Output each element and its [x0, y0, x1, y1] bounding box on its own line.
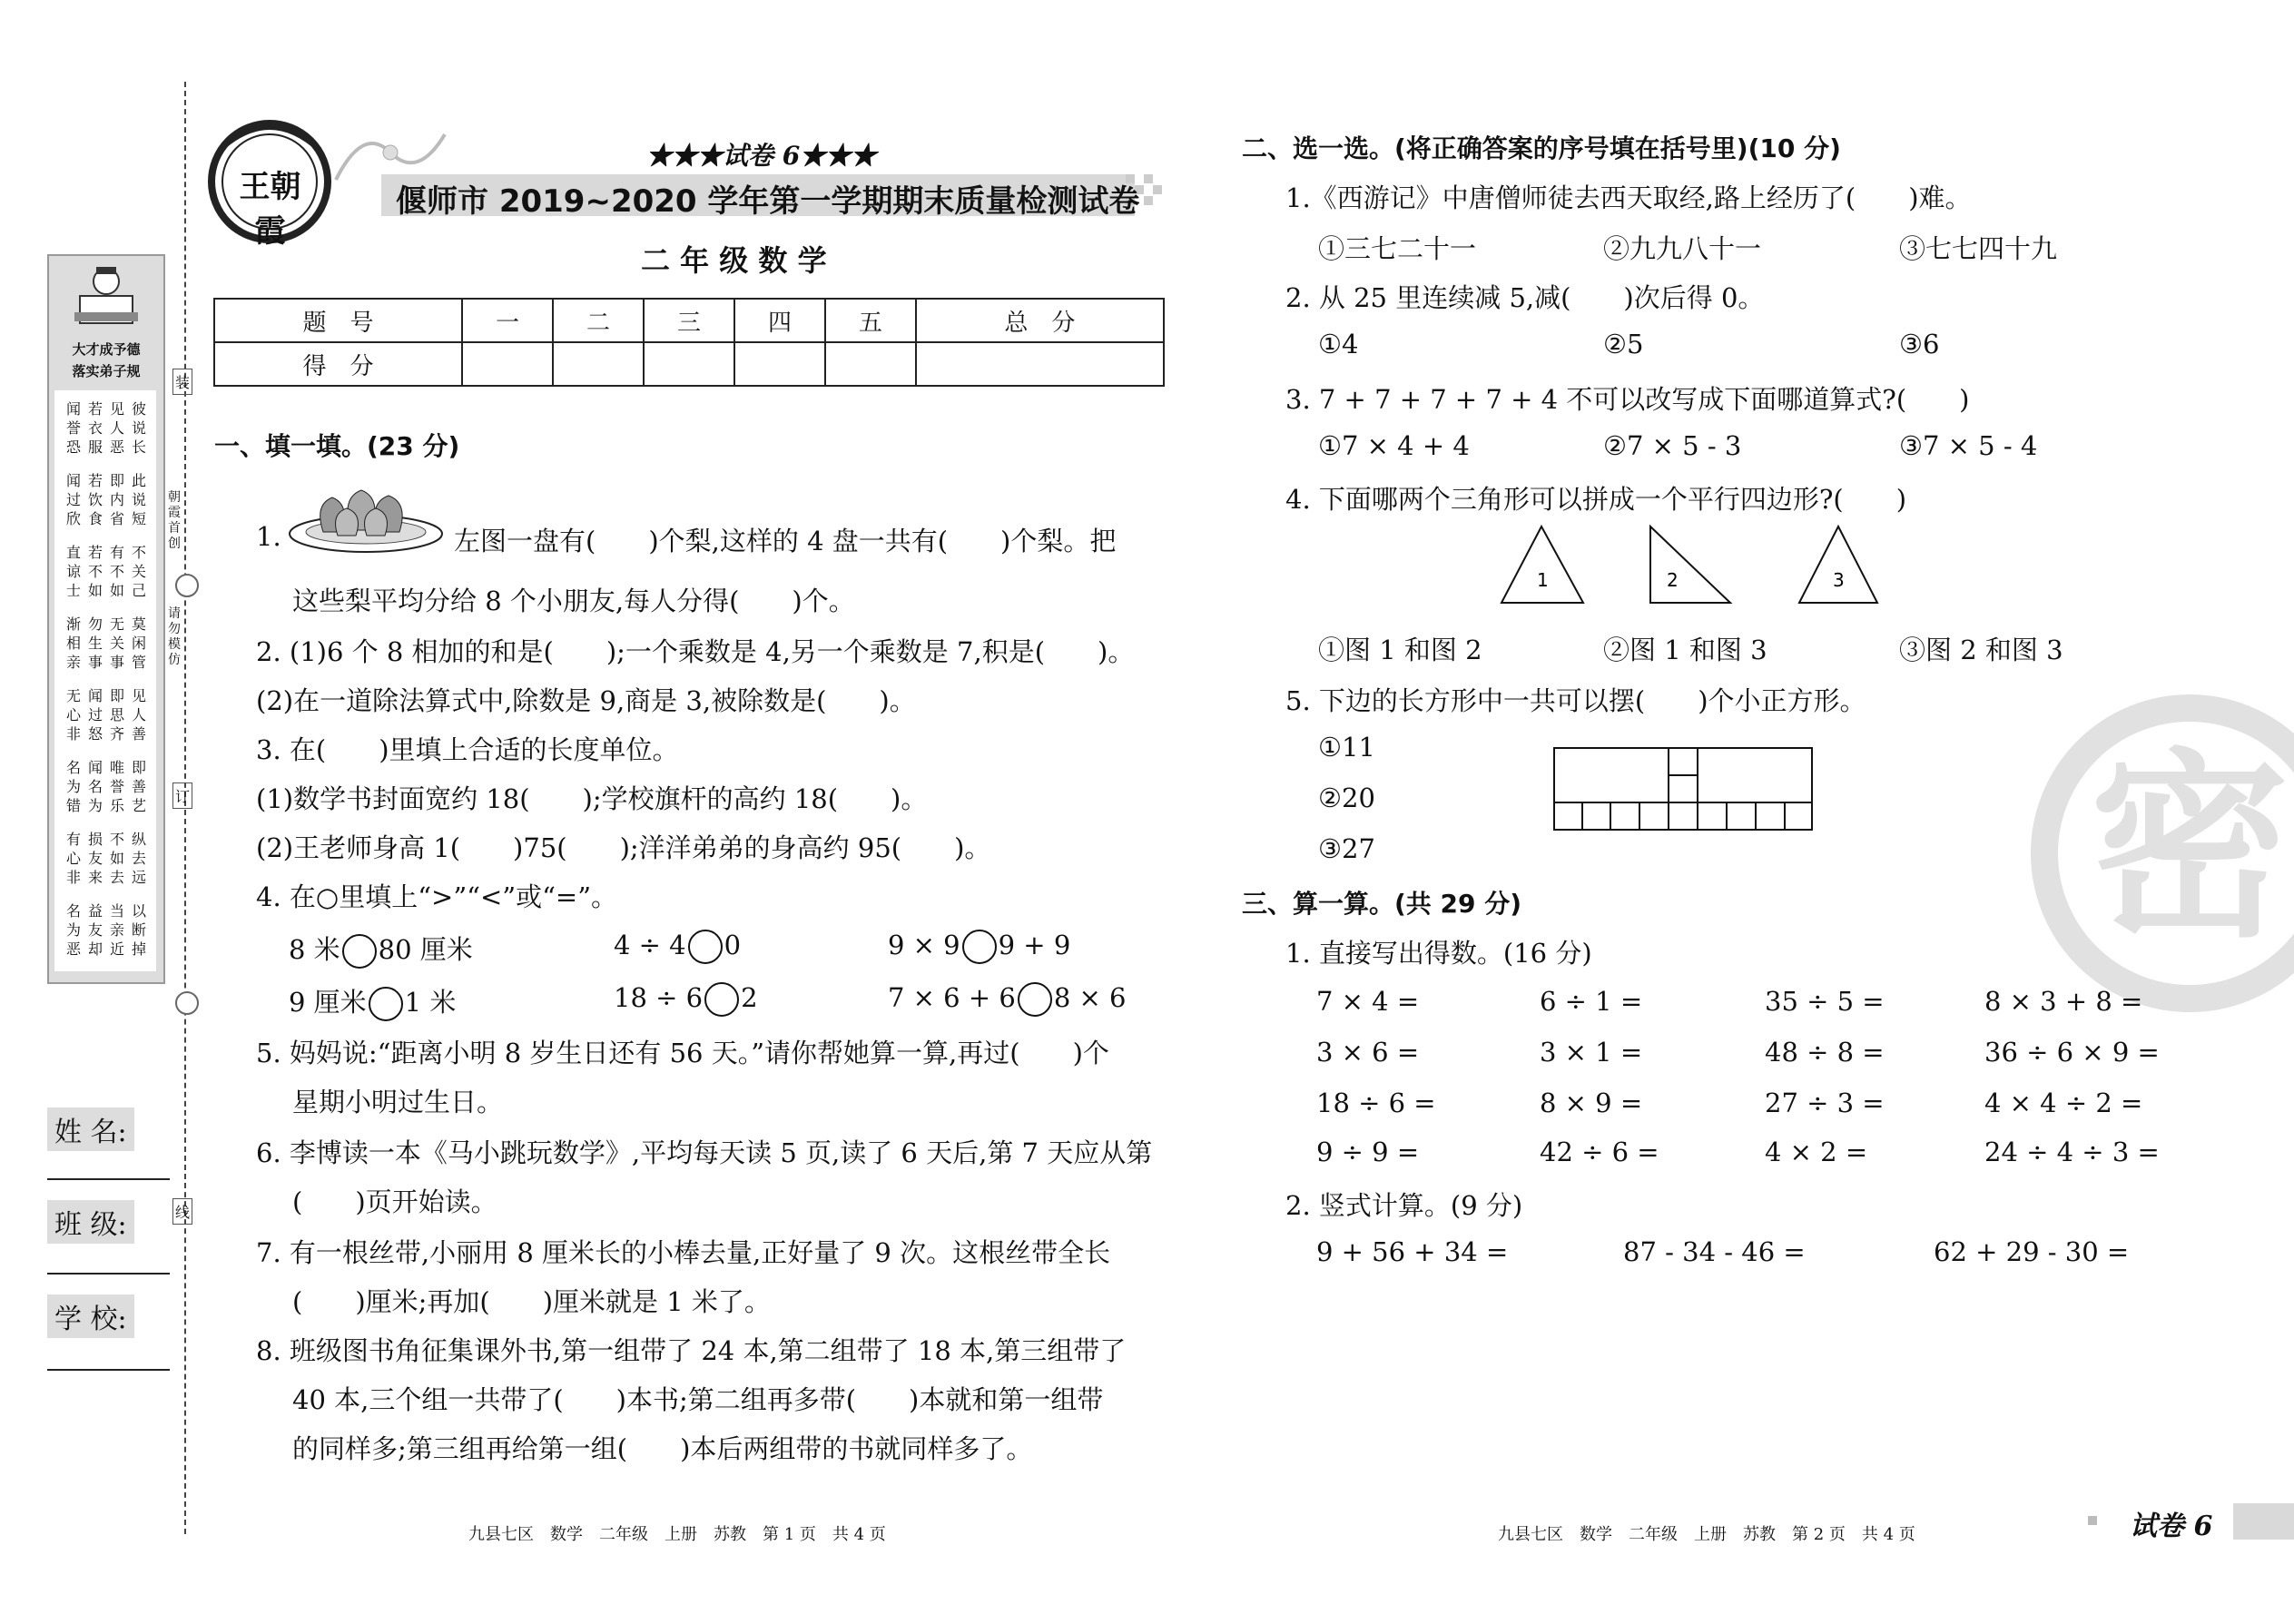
oral-calc-item: 18 ÷ 6 =	[1316, 1088, 1436, 1118]
school-field[interactable]	[47, 1369, 170, 1371]
score-table	[213, 298, 1165, 387]
q1-text: 左图一盘有( )个梨,这样的 4 盘一共有( )个梨。把	[454, 526, 1117, 556]
triangle-3	[1799, 527, 1877, 603]
school-label: 学 校:	[47, 1294, 134, 1338]
exam-subtitle: 二 年 级 数 学	[641, 243, 827, 278]
oral-calc-item: 4 × 4 ÷ 2 =	[1984, 1088, 2143, 1118]
q4-compare-item: 9 厘米 1 米	[289, 982, 456, 1021]
class-field[interactable]	[47, 1273, 170, 1275]
q1-number: 1.	[256, 521, 281, 552]
score-header-cell: 一	[462, 299, 553, 342]
maxim-column: 唯誉乐	[109, 759, 124, 814]
score-table-header-row	[214, 299, 1164, 342]
q5-text: 5. 妈妈说:“距离小明 8 岁生日还有 56 天。”请你帮她算一算,再过( )个	[256, 1038, 1109, 1068]
section2-heading: 二、选一选。(将正确答案的序号填在括号里)(10 分)	[1242, 133, 1841, 163]
vertical-calc-item: 9 + 56 + 34 =	[1316, 1236, 1509, 1267]
q1-text-cont: 这些梨平均分给 8 个小朋友,每人分得( )个。	[292, 586, 855, 616]
side-mark: 线	[172, 1198, 192, 1225]
compare-circle-input[interactable]	[962, 930, 997, 964]
s2-q2-text: 2. 从 25 里连续减 5,减( )次后得 0。	[1285, 282, 1765, 313]
s2-q2-option[interactable]: ②5	[1603, 329, 1644, 359]
maxim-column: 闻过怒	[87, 687, 103, 743]
paper-label: ★★★试卷 6★★★	[646, 141, 877, 171]
side-mark: 订	[172, 782, 192, 809]
motto-line-2: 落实弟子规	[72, 363, 141, 379]
maxim-column: 若不如	[87, 544, 103, 599]
score-cell[interactable]	[734, 342, 825, 386]
q6-text: 6. 李博读一本《马小跳玩数学》,平均每天读 5 页,读了 6 天后,第 7 天应从第	[256, 1137, 1153, 1168]
q4-compare-item: 18 ÷ 6 2	[614, 982, 758, 1017]
name-field[interactable]	[47, 1178, 170, 1180]
s2-q5-option[interactable]: ②20	[1318, 782, 1375, 813]
q5-text-cont: 星期小明过生日。	[292, 1087, 504, 1117]
q4-compare-item: 4 ÷ 4 0	[614, 930, 741, 964]
q7-text-cont: ( )厘米;再加( )厘米就是 1 米了。	[292, 1286, 771, 1317]
s2-q4-text: 4. 下面哪两个三角形可以拼成一个平行四边形?( )	[1285, 484, 1907, 515]
maxim-column: 勿生事	[87, 615, 103, 671]
maxim-column: 见人善	[131, 687, 146, 743]
maxim-column: 渐相亲	[65, 615, 81, 671]
score-header-cell: 总 分	[916, 299, 1164, 342]
triangles-figure	[1498, 521, 1934, 608]
score-cell[interactable]	[916, 342, 1164, 386]
triangle-label-1: 1	[1537, 569, 1549, 591]
confidential-watermark	[2026, 690, 2294, 1017]
maxim-column: 若饮食	[87, 472, 103, 527]
side-mark: 装	[172, 369, 192, 395]
s2-q1-text: 1.《西游记》中唐僧师徒去西天取经,路上经历了( )难。	[1285, 182, 1972, 213]
q2-part1: 2. (1)6 个 8 相加的和是( );一个乘数是 4,另一个乘数是 7,积是( )。	[256, 636, 1135, 667]
q2-part2: (2)在一道除法算式中,除数是 9,商是 3,被除数是( )。	[256, 685, 916, 716]
maxim-column: 莫闲管	[131, 615, 146, 671]
s3-sub1-text: 1. 直接写出得数。(16 分)	[1285, 938, 1592, 969]
q8-text-cont: 的同样多;第三组再给第一组( )本后两组带的书就同样多了。	[292, 1433, 1033, 1464]
oral-calc-item: 3 × 6 =	[1316, 1037, 1420, 1068]
s2-q1-option[interactable]: ③七七四十九	[1899, 233, 2058, 264]
oral-calc-item: 8 × 3 + 8 =	[1984, 986, 2143, 1017]
maxim-column: 闻誉恐	[65, 400, 81, 456]
score-cell[interactable]	[825, 342, 916, 386]
q4-compare-item: 7 × 6 + 6 8 × 6	[888, 982, 1126, 1017]
maxim-column: 无关事	[109, 615, 124, 671]
rectangle-grid-figure	[1552, 746, 1816, 833]
binding-hole	[175, 574, 199, 597]
score-header-cell: 五	[825, 299, 916, 342]
s2-q3-option[interactable]: ③7 × 5 - 4	[1899, 430, 2038, 461]
brand-logo-text: 王朝霞	[239, 169, 301, 250]
score-cell[interactable]	[553, 342, 644, 386]
maxim-column: 名为恶	[65, 902, 81, 958]
s2-q5-option[interactable]: ③27	[1318, 833, 1375, 864]
s3-sub2-text: 2. 竖式计算。(9 分)	[1285, 1190, 1523, 1221]
compare-circle-input[interactable]	[369, 987, 403, 1021]
maxim-column: 名为错	[65, 759, 81, 814]
triangle-label-2: 2	[1667, 569, 1679, 591]
score-header-cell: 三	[644, 299, 734, 342]
maxim-grid	[54, 390, 156, 971]
footer-left: 九县七区 数学 二年级 上册 苏教 第 1 页 共 4 页	[468, 1525, 886, 1544]
oral-calc-item: 36 ÷ 6 × 9 =	[1984, 1037, 2160, 1068]
footer-tag: 试卷 6	[2130, 1511, 2213, 1542]
compare-circle-input[interactable]	[688, 930, 723, 964]
s2-q2-option[interactable]: ①4	[1318, 329, 1359, 359]
exam-title: 偃师市 2019~2020 学年第一学期期末质量检测试卷	[396, 183, 1140, 220]
q6-text-cont: ( )页开始读。	[292, 1186, 497, 1217]
maxim-column: 见人恶	[109, 400, 124, 456]
oral-calc-item: 35 ÷ 5 =	[1765, 986, 1885, 1017]
s2-q1-option[interactable]: ①三七二十一	[1318, 233, 1477, 264]
triangle-1	[1501, 527, 1583, 603]
oral-calc-item: 42 ÷ 6 =	[1540, 1137, 1659, 1167]
s2-q2-option[interactable]: ③6	[1899, 329, 1940, 359]
s2-q4-option[interactable]: ②图 1 和图 3	[1603, 635, 1767, 665]
triangle-label-3: 3	[1833, 569, 1845, 591]
triangle-2	[1650, 527, 1730, 603]
maxim-column: 直谅士	[65, 544, 81, 599]
q3-text: 3. 在( )里填上合适的长度单位。	[256, 734, 679, 765]
maxim-column: 即内省	[109, 472, 124, 527]
s2-q1-option[interactable]: ②九九八十一	[1603, 233, 1762, 264]
q8-text: 8. 班级图书角征集课外书,第一组带了 24 本,第二组带了 18 本,第三组带了	[256, 1335, 1127, 1366]
motto-line-1: 大才成予德	[72, 341, 141, 358]
maxim-panel	[47, 254, 165, 984]
maxim-column: 当亲近	[109, 902, 124, 958]
s2-q5-option[interactable]: ①11	[1318, 732, 1375, 763]
oral-calc-item: 9 ÷ 9 =	[1316, 1137, 1420, 1167]
class-label: 班 级:	[47, 1200, 134, 1244]
maxim-column: 纵去远	[131, 831, 146, 886]
scholar-icon	[67, 261, 145, 334]
seal-text-2: 请勿模仿	[168, 606, 181, 667]
compare-circle-input[interactable]	[342, 934, 377, 969]
oral-calc-item: 27 ÷ 3 =	[1765, 1088, 1885, 1118]
maxim-column: 若衣服	[87, 400, 103, 456]
s2-q4-option[interactable]: ③图 2 和图 3	[1899, 635, 2063, 665]
maxim-column: 有不如	[109, 544, 124, 599]
score-row-label: 得 分	[214, 342, 462, 386]
s2-q3-option[interactable]: ①7 × 4 + 4	[1318, 430, 1470, 461]
maxim-column: 彼说长	[131, 400, 146, 456]
oral-calc-item: 8 × 9 =	[1540, 1088, 1643, 1118]
oral-calc-item: 7 × 4 =	[1316, 986, 1420, 1017]
score-header-cell: 四	[734, 299, 825, 342]
s2-q5-text: 5. 下边的长方形中一共可以摆( )个小正方形。	[1285, 685, 1866, 716]
q4-compare-item: 9 × 9 9 + 9	[888, 930, 1070, 964]
maxim-column: 此说短	[131, 472, 146, 527]
score-header-cell: 题 号	[214, 299, 462, 342]
maxim-column: 无心非	[65, 687, 81, 743]
name-label: 姓 名:	[47, 1107, 134, 1151]
q8-text-cont: 40 本,三个组一共带了( )本书;第二组再多带( )本就和第一组带	[292, 1384, 1104, 1415]
section1-heading: 一、填一填。(23 分)	[214, 431, 460, 461]
q7-text: 7. 有一根丝带,小丽用 8 厘米长的小棒去量,正好量了 9 次。这根丝带全长	[256, 1237, 1111, 1268]
q4-compare-item: 8 米 80 厘米	[289, 930, 473, 969]
q3-part1: (1)数学书封面宽约 18( );学校旗杆的高约 18( )。	[256, 783, 928, 814]
footer-right: 九县七区 数学 二年级 上册 苏教 第 2 页 共 4 页	[1498, 1525, 1915, 1544]
vertical-calc-item: 87 - 34 - 46 =	[1623, 1236, 1806, 1267]
score-cell[interactable]	[462, 342, 553, 386]
maxim-column: 不如去	[109, 831, 124, 886]
oral-calc-item: 6 ÷ 1 =	[1540, 986, 1643, 1017]
maxim-column: 益友却	[87, 902, 103, 958]
score-cell[interactable]	[644, 342, 734, 386]
s2-q4-option[interactable]: ①图 1 和图 2	[1318, 635, 1482, 665]
vertical-calc-item: 62 + 29 - 30 =	[1934, 1236, 2130, 1267]
maxim-column: 即思齐	[109, 687, 124, 743]
oral-calc-item: 4 × 2 =	[1765, 1137, 1868, 1167]
maxim-column: 即善艺	[131, 759, 146, 814]
seal-text-1: 朝霞首创	[168, 490, 181, 551]
maxim-column: 闻名为	[87, 759, 103, 814]
oral-calc-item: 48 ÷ 8 =	[1765, 1037, 1885, 1068]
maxim-column: 损友来	[87, 831, 103, 886]
binding-hole	[175, 991, 199, 1015]
s2-q3-text: 3. 7 + 7 + 7 + 7 + 4 不可以改写成下面哪道算式?( )	[1285, 384, 1970, 415]
compare-circle-input[interactable]	[704, 982, 739, 1017]
maxim-column: 闻过欣	[65, 472, 81, 527]
oral-calc-item: 3 × 1 =	[1540, 1037, 1643, 1068]
maxim-column: 以断掉	[131, 902, 146, 958]
section3-heading: 三、算一算。(共 29 分)	[1242, 889, 1522, 919]
maxim-column: 不关己	[131, 544, 146, 599]
q3-part2: (2)王老师身高 1( )75( );洋洋弟弟的身高约 95( )。	[256, 832, 991, 863]
oral-calc-item: 24 ÷ 4 ÷ 3 =	[1984, 1137, 2160, 1167]
score-table-score-row	[214, 342, 1164, 386]
maxim-column: 有心非	[65, 831, 81, 886]
watermark-glyph: 密	[2089, 732, 2290, 964]
score-header-cell: 二	[553, 299, 644, 342]
compare-circle-input[interactable]	[1018, 982, 1052, 1017]
pears-plate-icon	[287, 477, 445, 556]
s2-q3-option[interactable]: ②7 × 5 - 3	[1603, 430, 1742, 461]
q4-text: 4. 在○里填上“>”“<”或“=”。	[256, 881, 618, 912]
